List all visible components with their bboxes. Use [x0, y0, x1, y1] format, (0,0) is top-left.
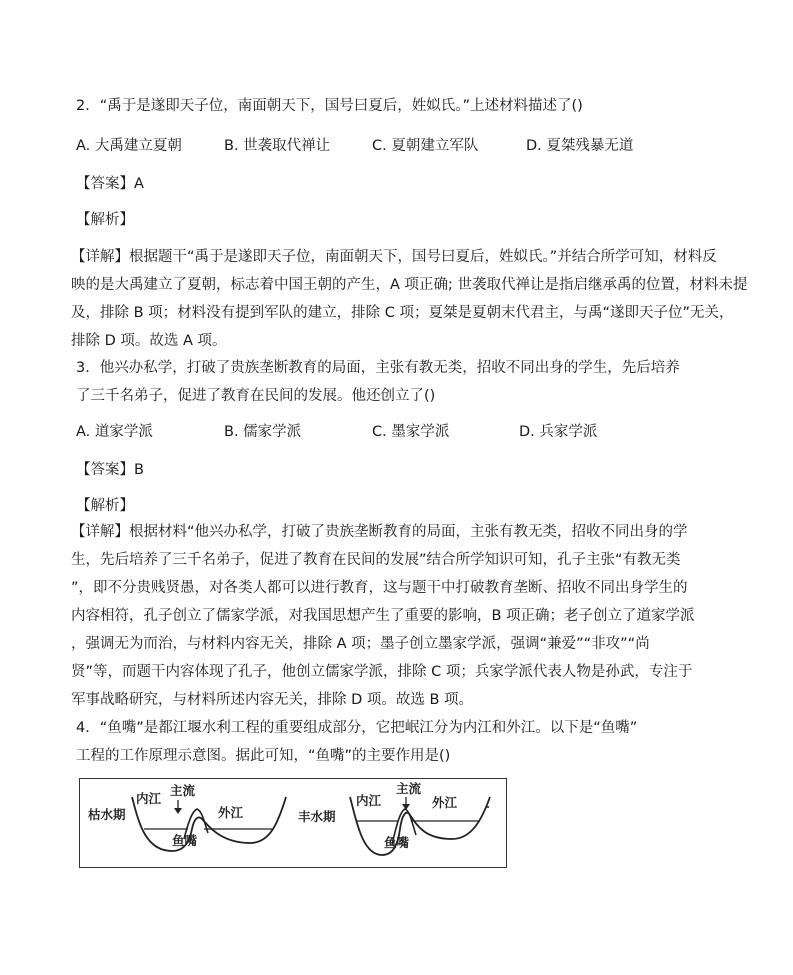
- arrow-down-icon: [402, 804, 410, 810]
- q3-detail-line: 贤”等，而题干内容体现了孔子，他创立儒家学派，排除 C 项；兵家学派代表人物是孙武，专注于: [71, 664, 693, 680]
- dry-fishmouth-label: 鱼嘴: [172, 833, 198, 848]
- dry-season-panel: [88, 783, 286, 851]
- dry-season-label: 枯水期: [88, 807, 126, 822]
- diagram-svg: [80, 779, 508, 869]
- q3-detail-line: 生，先后培养了三千名弟子，促进了教育在民间的发展”结合所学知识可知，孔子主张“有教无类: [71, 552, 681, 568]
- answer-value: B: [134, 462, 144, 478]
- q4-stem-line: 工程的工作原理示意图。据此可知，“鱼嘴”的主要作用是(): [76, 748, 451, 764]
- q3-detail-line: 军事战略研究，与材料所述内容无关，排除 D 项。故选 B 项。: [71, 692, 474, 708]
- q3-detail-line: ，强调无为而治，与材料内容无关，排除 A 项；墨子创立墨家学派，强调“兼爱”“非攻”“尚: [71, 636, 650, 652]
- speck-mark: [487, 806, 489, 808]
- q3-analysis-label: 【解析】: [76, 498, 134, 514]
- q2-analysis-label: 【解析】: [76, 212, 134, 228]
- q2-detail-line: 映的是大禹建立了夏朝，标志着中国王朝的产生，A 项正确; 世袭取代禅让是指启继承禹的位置，材料未提: [71, 277, 748, 293]
- q3-option-a: A. 道家学派: [76, 424, 153, 440]
- answer-label: 【答案】: [76, 462, 134, 478]
- flood-season-label: 丰水期: [298, 809, 336, 824]
- arrow-down-icon: [174, 808, 182, 814]
- q2-option-a: A. 大禹建立夏朝: [76, 138, 182, 154]
- q2-detail-line: 排除 D 项。故选 A 项。: [71, 333, 227, 349]
- q4-stem-line: 4．“鱼嘴”是都江堰水利工程的重要组成部分，它把岷江分为内江和外江。以下是“鱼嘴”: [76, 720, 638, 736]
- q2-option-b: B. 世袭取代禅让: [224, 138, 331, 154]
- q3-stem-line: 了三千名弟子，促进了教育在民间的发展。他还创立了(): [76, 388, 436, 404]
- flood-outer-river-label: 外江: [432, 795, 458, 810]
- dry-main-flow-label: 主流: [170, 783, 196, 798]
- q3-answer: [76, 460, 144, 480]
- q2-answer: [76, 174, 144, 194]
- q3-option-b: B. 儒家学派: [224, 424, 302, 440]
- dry-inner-river-label: 内江: [136, 791, 162, 806]
- q2-detail-line: 及，排除 B 项；材料没有提到军队的建立，排除 C 项；夏桀是夏朝末代君主，与禹“遂即天子位”无关，: [71, 305, 734, 321]
- q3-detail-line: 内容相符，孔子创立了儒家学派，对我国思想产生了重要的影响，B 项正确；老子创立了道家学派: [71, 608, 695, 624]
- flood-fishmouth-label: 鱼嘴: [384, 835, 410, 850]
- fish-mouth-diagram: [79, 778, 507, 868]
- q3-detail-line: ”，即不分贵贱贤愚，对各类人都可以进行教育，这与题干中打破教育垄断、招收不同出身学生的: [71, 580, 688, 596]
- q2-detail-line: 【详解】根据题干“禹于是遂即天子位，南面朝天下，国号曰夏后，姓姒氏。”并结合所学可知，材料反: [71, 249, 717, 265]
- q3-option-c: C. 墨家学派: [372, 424, 450, 440]
- dry-outer-river-label: 外江: [218, 805, 244, 820]
- flood-inner-river-label: 内江: [356, 793, 382, 808]
- answer-label: 【答案】: [76, 176, 134, 192]
- q3-stem-line: 3．他兴办私学，打破了贵族垄断教育的局面，主张有教无类，招收不同出身的学生，先后培养: [76, 360, 680, 376]
- flood-main-flow-label: 主流: [396, 781, 422, 796]
- q3-option-d: D. 兵家学派: [519, 424, 598, 440]
- flood-season-panel: [298, 781, 490, 855]
- q2-stem: 2．“禹于是遂即天子位，南面朝天下，国号曰夏后，姓姒氏。”上述材料描述了(): [76, 98, 583, 114]
- q2-option-c: C. 夏朝建立军队: [372, 138, 479, 154]
- answer-value: A: [134, 176, 144, 192]
- q2-option-d: D. 夏桀残暴无道: [526, 138, 634, 154]
- q3-detail-line: 【详解】根据材料“他兴办私学，打破了贵族垄断教育的局面，主张有教无类，招收不同出身的学: [71, 524, 688, 540]
